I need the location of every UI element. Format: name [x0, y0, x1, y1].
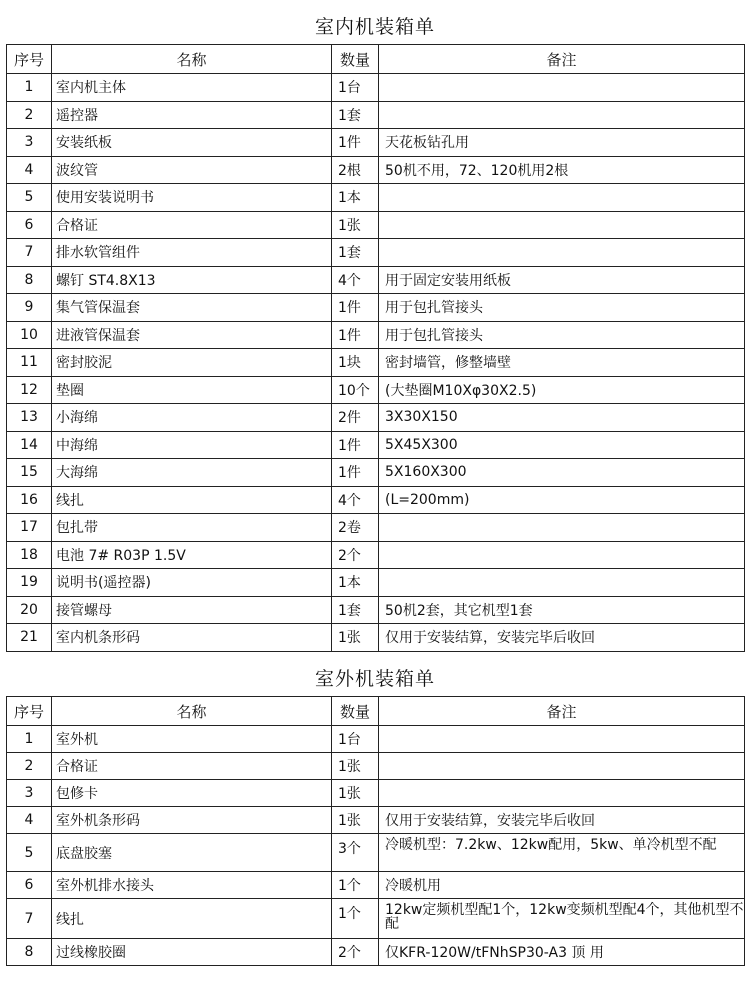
item-note: 仅用于安装结算，安装完毕后收回 — [379, 624, 745, 652]
table-row — [7, 266, 745, 294]
item-note: 仅KFR-120W/tFNhSP30-A3 顶 用 — [379, 939, 745, 966]
item-name: 室外机排水接头 — [52, 872, 332, 899]
item-note — [379, 780, 745, 807]
table-row — [7, 753, 745, 780]
row-number: 5 — [7, 184, 52, 212]
table-row — [7, 459, 745, 487]
item-quantity: 1张 — [332, 211, 379, 239]
item-quantity: 1件 — [332, 129, 379, 157]
item-quantity: 1个 — [332, 872, 379, 899]
item-name: 中海绵 — [52, 431, 332, 459]
row-number: 16 — [7, 486, 52, 514]
item-quantity: 1张 — [332, 753, 379, 780]
item-note: 12kw定频机型配1个，12kw变频机型配4个，其他机型不配 — [379, 899, 745, 939]
item-quantity: 1张 — [332, 624, 379, 652]
indoor-packing-table — [6, 44, 745, 652]
item-quantity: 1件 — [332, 431, 379, 459]
item-name: 安装纸板 — [52, 129, 332, 157]
item-quantity: 2卷 — [332, 514, 379, 542]
item-name: 遥控器 — [52, 101, 332, 129]
item-quantity: 1台 — [332, 726, 379, 753]
item-quantity: 1台 — [332, 74, 379, 102]
item-name: 合格证 — [52, 753, 332, 780]
header-qty: 数量 — [332, 45, 379, 74]
item-quantity: 3个 — [332, 834, 379, 872]
item-quantity: 2根 — [332, 156, 379, 184]
item-note — [379, 569, 745, 597]
row-number: 3 — [7, 780, 52, 807]
item-name: 说明书(遥控器) — [52, 569, 332, 597]
item-note: 用于包扎管接头 — [379, 321, 745, 349]
table-row — [7, 74, 745, 102]
item-name: 波纹管 — [52, 156, 332, 184]
table-row — [7, 349, 745, 377]
item-name: 合格证 — [52, 211, 332, 239]
item-quantity: 1套 — [332, 101, 379, 129]
item-note: 3X30X150 — [379, 404, 745, 432]
item-note: (L=200mm) — [379, 486, 745, 514]
table-row — [7, 321, 745, 349]
row-number: 20 — [7, 596, 52, 624]
item-note: 5X45X300 — [379, 431, 745, 459]
item-name: 小海绵 — [52, 404, 332, 432]
table-row — [7, 899, 745, 939]
item-quantity: 4个 — [332, 486, 379, 514]
header-note: 备注 — [379, 697, 745, 726]
item-quantity: 1张 — [332, 807, 379, 834]
item-note — [379, 514, 745, 542]
item-quantity: 1件 — [332, 294, 379, 322]
table-row — [7, 939, 745, 966]
item-note: 冷暖机型：7.2kw、12kw配用，5kw、单冷机型不配 — [379, 834, 745, 872]
row-number: 19 — [7, 569, 52, 597]
item-quantity: 2件 — [332, 404, 379, 432]
item-quantity: 1本 — [332, 184, 379, 212]
item-note: 50机2套，其它机型1套 — [379, 596, 745, 624]
item-quantity: 1套 — [332, 239, 379, 267]
item-note: 50机不用，72、120机用2根 — [379, 156, 745, 184]
row-number: 14 — [7, 431, 52, 459]
row-number: 5 — [7, 834, 52, 872]
row-number: 2 — [7, 101, 52, 129]
row-number: 7 — [7, 239, 52, 267]
table-row — [7, 239, 745, 267]
row-number: 21 — [7, 624, 52, 652]
row-number: 15 — [7, 459, 52, 487]
table-row — [7, 807, 745, 834]
item-name: 电池 7# R03P 1.5V — [52, 541, 332, 569]
outdoor-packing-table — [6, 696, 745, 966]
item-name: 线扎 — [52, 899, 332, 939]
item-note: 5X160X300 — [379, 459, 745, 487]
table-row — [7, 834, 745, 872]
row-number: 1 — [7, 726, 52, 753]
item-quantity: 10个 — [332, 376, 379, 404]
row-number: 3 — [7, 129, 52, 157]
item-note — [379, 239, 745, 267]
item-note — [379, 541, 745, 569]
item-name: 垫圈 — [52, 376, 332, 404]
item-note: 仅用于安装结算，安装完毕后收回 — [379, 807, 745, 834]
item-name: 室外机条形码 — [52, 807, 332, 834]
table-row — [7, 780, 745, 807]
table-row — [7, 486, 745, 514]
item-note — [379, 101, 745, 129]
item-note — [379, 74, 745, 102]
row-number: 2 — [7, 753, 52, 780]
item-name: 包修卡 — [52, 780, 332, 807]
item-note: 冷暖机用 — [379, 872, 745, 899]
table-row — [7, 184, 745, 212]
item-name: 底盘胶塞 — [52, 834, 332, 872]
table-row — [7, 129, 745, 157]
item-quantity: 4个 — [332, 266, 379, 294]
item-quantity: 1张 — [332, 780, 379, 807]
table-row — [7, 596, 745, 624]
item-quantity: 1个 — [332, 899, 379, 939]
item-quantity: 2个 — [332, 541, 379, 569]
item-name: 室内机主体 — [52, 74, 332, 102]
row-number: 4 — [7, 156, 52, 184]
item-quantity: 1本 — [332, 569, 379, 597]
item-note: 密封墙管，修整墙壁 — [379, 349, 745, 377]
row-number: 1 — [7, 74, 52, 102]
table-row — [7, 541, 745, 569]
table-row — [7, 624, 745, 652]
row-number: 8 — [7, 939, 52, 966]
item-name: 室外机 — [52, 726, 332, 753]
item-name: 密封胶泥 — [52, 349, 332, 377]
row-number: 17 — [7, 514, 52, 542]
header-qty: 数量 — [332, 697, 379, 726]
item-quantity: 2个 — [332, 939, 379, 966]
row-number: 8 — [7, 266, 52, 294]
item-note — [379, 211, 745, 239]
item-name: 线扎 — [52, 486, 332, 514]
row-number: 6 — [7, 211, 52, 239]
table-row — [7, 404, 745, 432]
item-quantity: 1套 — [332, 596, 379, 624]
table-row — [7, 376, 745, 404]
item-name: 使用安装说明书 — [52, 184, 332, 212]
table-row — [7, 569, 745, 597]
item-note — [379, 753, 745, 780]
row-number: 6 — [7, 872, 52, 899]
item-note: 用于固定安装用纸板 — [379, 266, 745, 294]
item-note: 天花板钻孔用 — [379, 129, 745, 157]
item-note: (大垫圈M10Xφ30X2.5) — [379, 376, 745, 404]
table-header-row — [7, 697, 745, 726]
item-quantity: 1件 — [332, 459, 379, 487]
header-name: 名称 — [52, 45, 332, 74]
table-row — [7, 872, 745, 899]
table-row — [7, 294, 745, 322]
header-no: 序号 — [7, 45, 52, 74]
table-row — [7, 101, 745, 129]
item-name: 接管螺母 — [52, 596, 332, 624]
item-quantity: 1件 — [332, 321, 379, 349]
row-number: 12 — [7, 376, 52, 404]
row-number: 13 — [7, 404, 52, 432]
item-name: 过线橡胶圈 — [52, 939, 332, 966]
item-name: 排水软管组件 — [52, 239, 332, 267]
row-number: 11 — [7, 349, 52, 377]
item-name: 室内机条形码 — [52, 624, 332, 652]
item-name: 螺钉 ST4.8X13 — [52, 266, 332, 294]
row-number: 7 — [7, 899, 52, 939]
table-row — [7, 431, 745, 459]
outdoor-title: 室外机装箱单 — [314, 668, 435, 690]
row-number: 18 — [7, 541, 52, 569]
header-no: 序号 — [7, 697, 52, 726]
header-name: 名称 — [52, 697, 332, 726]
row-number: 4 — [7, 807, 52, 834]
item-quantity: 1块 — [332, 349, 379, 377]
item-note — [379, 184, 745, 212]
item-note: 用于包扎管接头 — [379, 294, 745, 322]
row-number: 9 — [7, 294, 52, 322]
table-row — [7, 211, 745, 239]
table-row — [7, 514, 745, 542]
item-name: 大海绵 — [52, 459, 332, 487]
table-row — [7, 726, 745, 753]
item-name: 进液管保温套 — [52, 321, 332, 349]
indoor-title: 室内机装箱单 — [314, 16, 435, 38]
header-note: 备注 — [379, 45, 745, 74]
table-header-row — [7, 45, 745, 74]
item-name: 包扎带 — [52, 514, 332, 542]
item-name: 集气管保温套 — [52, 294, 332, 322]
row-number: 10 — [7, 321, 52, 349]
item-note — [379, 726, 745, 753]
table-row — [7, 156, 745, 184]
